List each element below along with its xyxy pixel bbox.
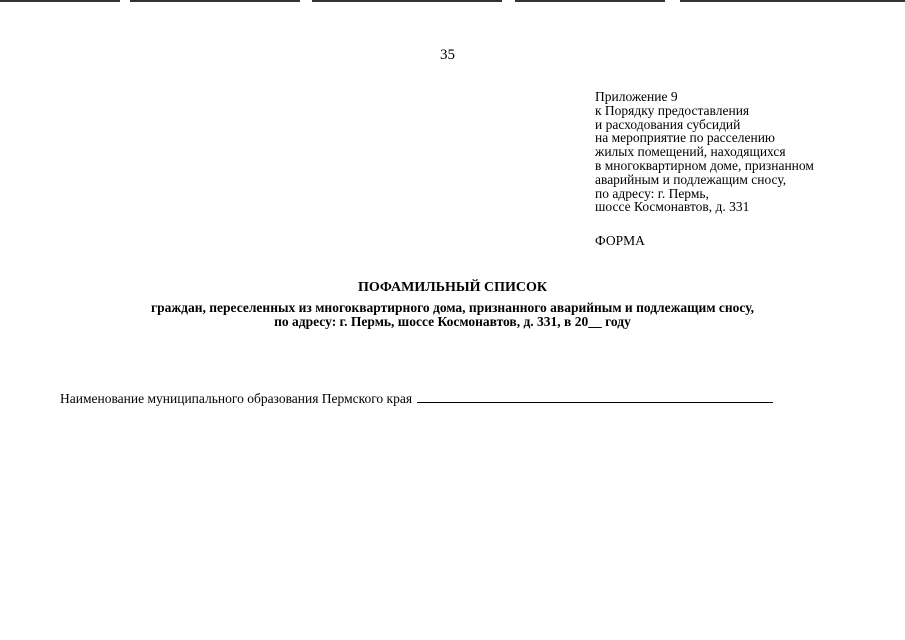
municipality-label: Наименование муниципального образования Пермского края [60,391,413,406]
appendix-line: Приложение 9 [595,89,678,104]
page-number: 35 [440,47,455,63]
appendix-line: и расходования субсидий [595,116,741,132]
appendix-line: аварийным и подлежащим сносу, [595,171,787,187]
subtitle-line: граждан, переселенных из многоквартирного дома, признанного аварийным и подлежащим сносу, [150,300,754,315]
appendix-line: на мероприятие по расселению [595,130,776,146]
appendix-line: шоссе Космонавтов, д. 331 [595,199,750,215]
subtitle-line: по адресу: г. Пермь, шоссе Космонавтов, д. 331, в 20__ году [274,314,631,329]
municipality-blank-line [417,390,773,403]
appendix-line: по адресу: г. Пермь, [595,185,709,201]
appendix-line: к Порядку предоставления [595,102,750,118]
scan-edge-rule [0,0,120,2]
document-subtitle [0,301,905,329]
municipality-field [60,390,773,407]
document-title: ПОФАМИЛЬНЫЙ СПИСОК [357,280,548,295]
scan-edge-rule [312,0,502,2]
form-label: ФОРМА [595,233,645,248]
appendix-line: жилых помещений, находящихся [595,144,786,160]
appendix-block [595,90,814,214]
scan-edge-rule [680,0,905,2]
scan-edge-rule [515,0,665,2]
appendix-line: в многоквартирном доме, признанном [595,157,814,173]
scan-edge-rule [130,0,300,2]
